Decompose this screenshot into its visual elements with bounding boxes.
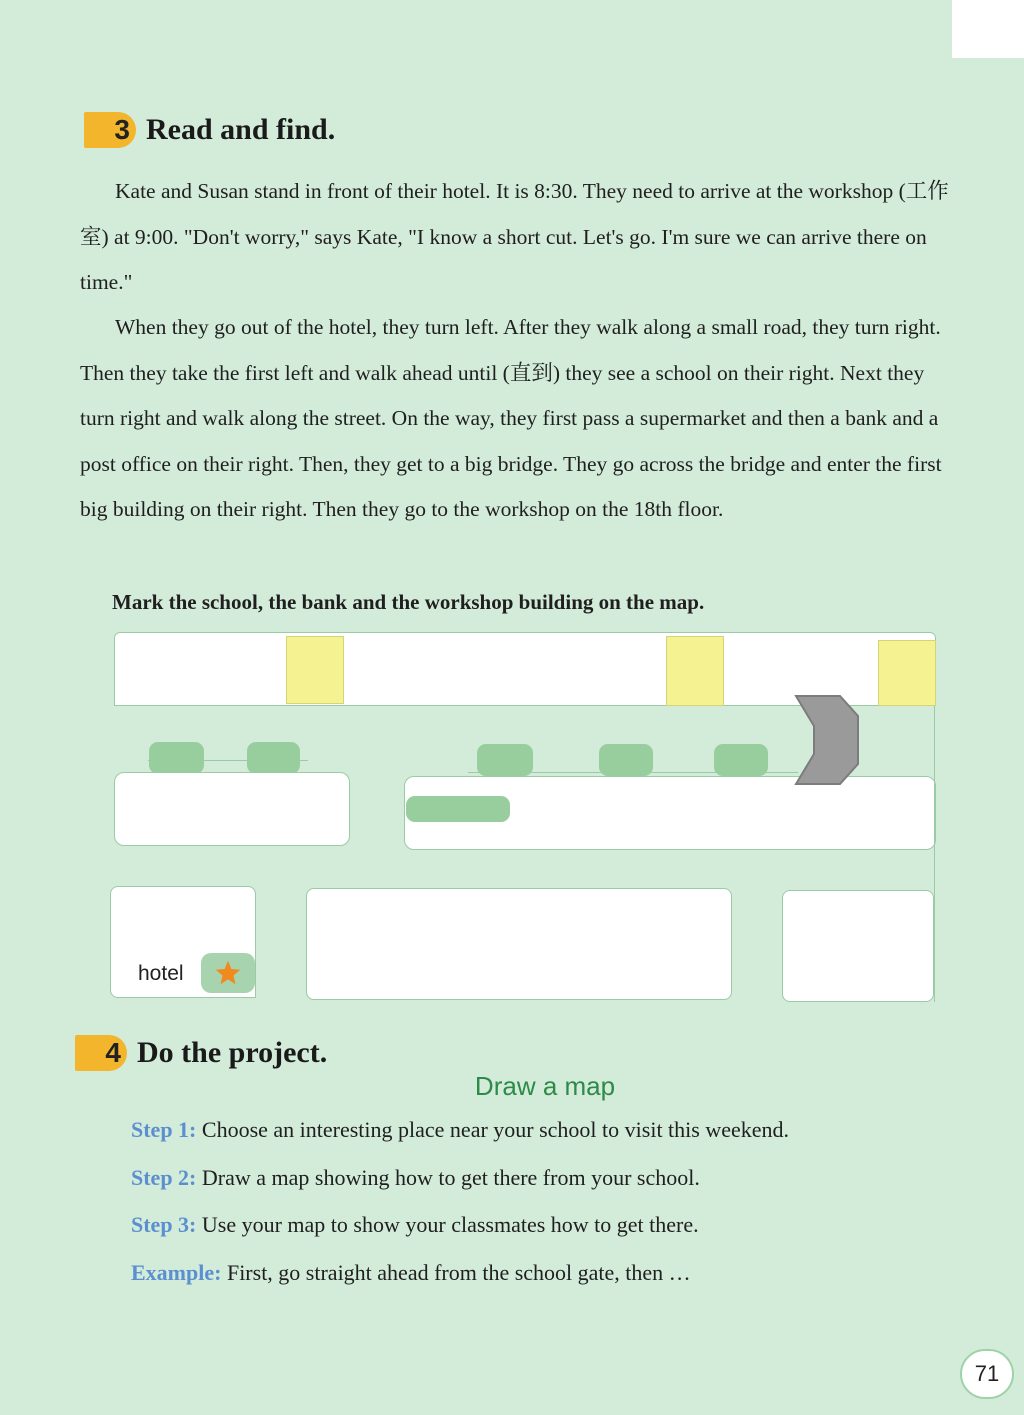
example-label: Example: <box>131 1260 222 1285</box>
hotel-label: hotel <box>138 962 184 985</box>
mark-box-2[interactable] <box>666 636 724 706</box>
step-1 <box>131 1117 789 1143</box>
map-instruction: Mark the school, the bank and the workshop building on the map. <box>112 590 705 614</box>
step-2 <box>131 1165 700 1191</box>
mark-box-1[interactable] <box>286 636 344 704</box>
step-text: Use your map to show your classmates how to get there. <box>201 1212 699 1237</box>
story-paragraph-2: When they go out of the hotel, they turn left. After they walk along a small road, they turn right. Then they take the first left and walk ahead until (直到) they see a school on their right. Next they turn right and walk along the street. On the way, they first pass a supermarket and then a bank and a post office on their right. Then, they get to a big bridge. They go across the bridge and enter the first big building on their right. Then they go to the workshop on the 18th floor. <box>80 315 942 521</box>
project-subtitle: Draw a map <box>474 1071 616 1101</box>
section-4-header <box>75 1035 327 1071</box>
section-title: Do the project. <box>137 1036 328 1069</box>
example-line <box>131 1260 691 1286</box>
step-label: Step 1: <box>131 1117 197 1142</box>
map-block-bottom-middle <box>306 888 732 1000</box>
map-pill <box>149 742 204 774</box>
step-3 <box>131 1212 699 1238</box>
step-label: Step 3: <box>131 1212 197 1237</box>
star-icon <box>214 959 242 987</box>
corner-white-patch <box>952 0 1024 58</box>
page-number: 71 <box>960 1349 1014 1399</box>
hotel-marker <box>201 953 255 993</box>
step-text: Choose an interesting place near your school to visit this weekend. <box>201 1117 790 1142</box>
street-map <box>108 632 938 1004</box>
step-label: Step 2: <box>131 1165 197 1190</box>
map-pill <box>247 742 300 774</box>
map-pill <box>477 744 533 776</box>
section-title: Read and find. <box>146 113 336 146</box>
section-3-header <box>84 112 335 148</box>
map-block-middle-left <box>114 772 350 846</box>
map-block-bottom-right <box>782 890 934 1002</box>
bridge-icon <box>794 694 860 786</box>
mark-box-3[interactable] <box>878 640 936 706</box>
map-pill <box>714 744 768 776</box>
story-paragraph-1: Kate and Susan stand in front of their hotel. It is 8:30. They need to arrive at the workshop (工作室) at 9:00. "Don't worry," says Kate, "I know a short cut. Let's go. I'm sure we can arrive there on time." <box>80 179 949 294</box>
step-text: Draw a map showing how to get there from your school. <box>201 1165 700 1190</box>
map-pill <box>406 796 510 822</box>
map-border-right <box>934 706 935 1002</box>
example-text: First, go straight ahead from the school gate, then … <box>226 1260 691 1285</box>
section-number-badge: 3 <box>84 112 136 148</box>
map-pill <box>599 744 653 776</box>
section-number-badge: 4 <box>75 1035 127 1071</box>
